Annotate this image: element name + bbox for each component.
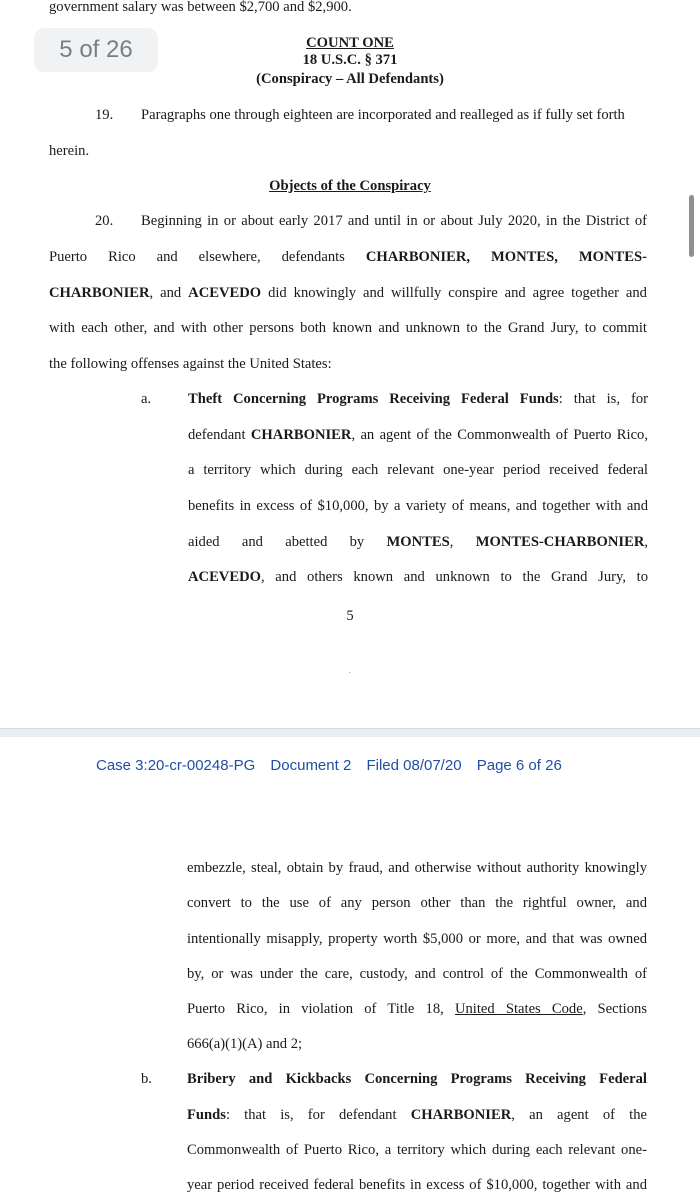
paragraph-20-line-2: Puerto Rico and elsewhere, defendants CHARBONIER, MONTES, MONTES- bbox=[49, 249, 648, 265]
item-a-cont-line-1: embezzle, steal, obtain by fraud, and otherwise without authority knowingly bbox=[187, 860, 647, 876]
page-of-total: Page 6 of 26 bbox=[476, 757, 562, 774]
item-a-line-6: ACEVEDO, and others known and unknown to the Grand Jury, to bbox=[188, 569, 648, 585]
item-a-line-3: a territory which during each relevant one-year period received federal bbox=[188, 462, 648, 478]
item-a-line-1: Theft Concerning Programs Receiving Federal Funds: that is, for bbox=[188, 391, 648, 407]
paragraph-20-line-3: CHARBONIER, and ACEVEDO did knowingly and willfully conspire and agree together and bbox=[49, 285, 647, 301]
document-number: Document 2 bbox=[270, 757, 352, 774]
paragraph-20-line-5: the following offenses against the United States: bbox=[49, 356, 332, 372]
case-number: Case 3:20-cr-00248-PG bbox=[96, 757, 256, 774]
filed-date: Filed 08/07/20 bbox=[366, 757, 462, 774]
paragraph-20-number: 20. bbox=[95, 213, 114, 229]
page-number: 5 bbox=[346, 608, 354, 624]
item-b-label: b. bbox=[141, 1071, 152, 1087]
item-b-line-1: Bribery and Kickbacks Concerning Programs Receiving Federal bbox=[187, 1071, 647, 1087]
count-title: COUNT ONE bbox=[306, 35, 394, 51]
item-a-line-5: aided and abetted by MONTES, MONTES-CHARBONIER, bbox=[188, 534, 649, 550]
item-a-label: a. bbox=[141, 391, 152, 407]
count-subtitle: (Conspiracy – All Defendants) bbox=[256, 71, 444, 87]
item-a-cont-line-5: Puerto Rico, in violation of Title 18, United States Code, Sections bbox=[187, 1001, 647, 1017]
item-a-cont-line-6: 666(a)(1)(A) and 2; bbox=[187, 1036, 303, 1052]
paragraph-20-line-1: Beginning in or about early 2017 and until in or about July 2020, in the District of bbox=[141, 213, 647, 229]
item-b-line-2: Funds: that is, for defendant CHARBONIER, an agent of the bbox=[187, 1107, 647, 1123]
item-a-cont-line-3: intentionally misapply, property worth $5,000 or more, and that was owned bbox=[187, 931, 647, 947]
objects-heading: Objects of the Conspiracy bbox=[269, 178, 431, 194]
page-indicator: 5 of 26 bbox=[34, 28, 158, 72]
item-a-cont-line-2: convert to the use of any person other than the rightful owner, and bbox=[187, 895, 647, 911]
paragraph-19-number: 19. bbox=[95, 107, 114, 123]
count-statute: 18 U.S.C. § 371 bbox=[302, 52, 398, 68]
item-b-line-4: year period received federal benefits in excess of $10,000, together with and bbox=[187, 1177, 647, 1193]
item-b-line-3: Commonwealth of Puerto Rico, a territory which during each relevant one- bbox=[187, 1142, 647, 1158]
case-header bbox=[96, 757, 573, 774]
document-page-6 bbox=[0, 737, 700, 1200]
item-a-line-4: benefits in excess of $10,000, by a variety of means, and together with and bbox=[188, 498, 648, 514]
paragraph-19-text: Paragraphs one through eighteen are incorporated and realleged as if fully set forth bbox=[141, 107, 625, 123]
paragraph-19-continued: herein. bbox=[49, 143, 90, 159]
scrollbar-thumb[interactable] bbox=[689, 195, 694, 257]
item-a-cont-line-4: by, or was under the care, custody, and control of the Commonwealth of bbox=[187, 966, 647, 982]
paragraph-20-line-4: with each other, and with other persons both known and unknown to the Grand Jury, to commit bbox=[49, 320, 647, 336]
item-a-line-2: defendant CHARBONIER, an agent of the Commonwealth of Puerto Rico, bbox=[188, 427, 648, 443]
page5-top-line: government salary was between $2,700 and $2,900. bbox=[49, 0, 352, 15]
scan-speck: · bbox=[348, 668, 352, 679]
